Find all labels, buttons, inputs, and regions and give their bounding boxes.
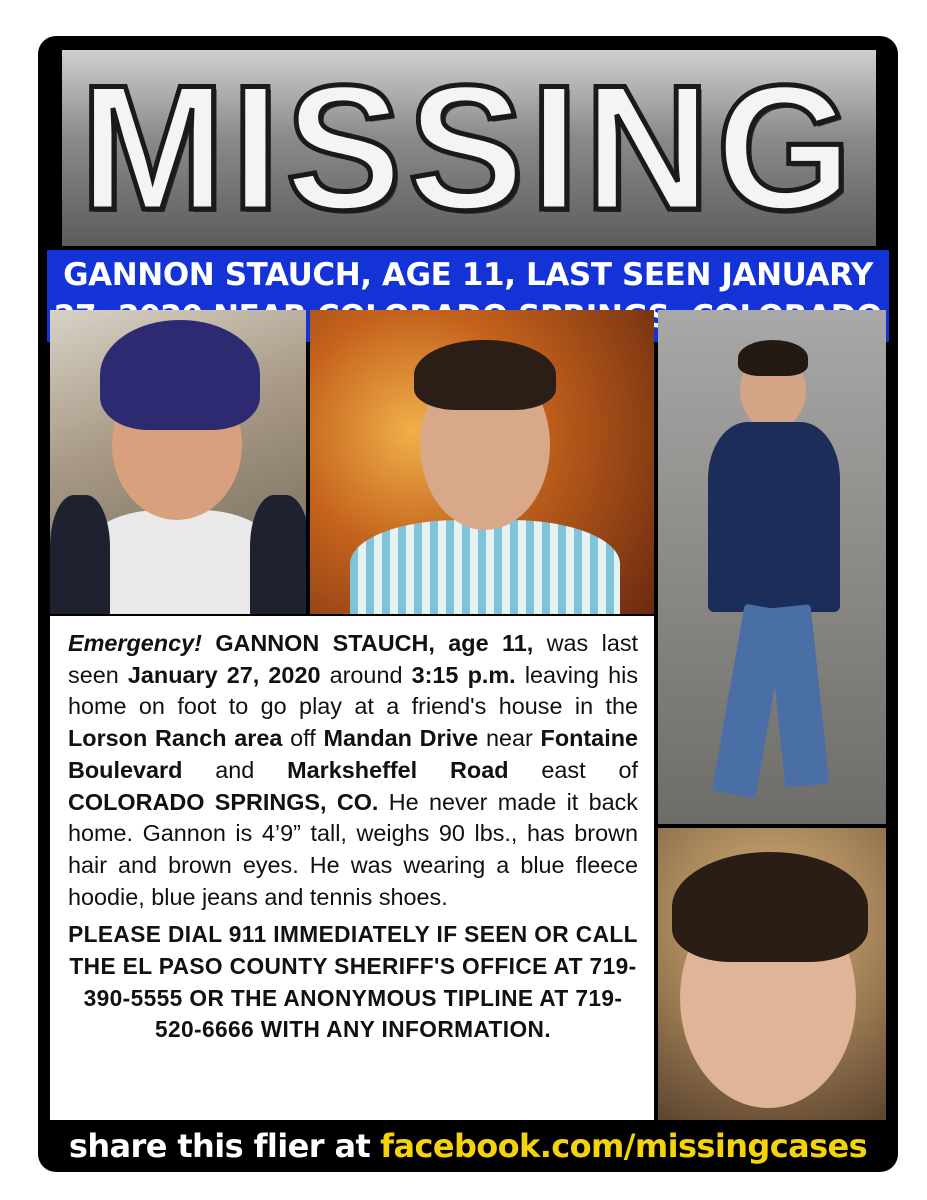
dark-hair: [738, 340, 808, 376]
dark-hair: [672, 852, 868, 962]
text-segment: leaving his home on foot to go play at a friend's house in the: [68, 661, 639, 720]
purple-beanie: [100, 320, 260, 430]
missing-flier: [38, 36, 898, 1172]
text-segment: He never made it back home. Gannon is 4’9” tall, weighs 90 lbs., has brown hair and brown eyes. He was wearing a blue fleece hoodie, blue jeans and tennis shoes.: [68, 788, 638, 910]
city-name: COLORADO SPRINGS, CO.: [68, 788, 379, 815]
banner-line-1: GANNON STAUCH, AGE 11, LAST SEEN JANUARY: [63, 257, 873, 293]
street-name: Marksheffel Road: [287, 756, 509, 783]
description-text: [68, 628, 638, 913]
street-name: Fontaine Boulevard: [68, 725, 638, 783]
missing-title: MISSING: [80, 50, 858, 246]
text-segment: near: [485, 725, 533, 752]
description-panel: [50, 616, 654, 1120]
emergency-label: Emergency!: [68, 630, 202, 656]
share-footer: [38, 1120, 898, 1172]
text-segment: and: [215, 756, 255, 783]
photo-closeup: [658, 828, 886, 1120]
last-seen-date: January 27, 2020: [127, 661, 321, 688]
area-name: Lorson Ranch area: [68, 725, 283, 752]
share-lead: share this flier at: [68, 1127, 371, 1165]
photo-full-body: [658, 310, 886, 824]
missing-header: [62, 50, 876, 246]
last-seen-time: 3:15 p.m.: [411, 661, 516, 688]
text-segment: was last seen: [68, 630, 639, 688]
call-to-action: PLEASE DIAL 911 IMMEDIATELY IF SEEN OR CALL THE EL PASO COUNTY SHERIFF'S OFFICE AT 719-390-5555 OR THE ANONYMOUS TIPLINE AT 719-520-6666 WITH ANY INFORMATION.: [68, 921, 638, 1043]
dark-hair: [414, 340, 556, 410]
photo-beanie: [50, 310, 306, 614]
street-name: Mandan Drive: [323, 725, 479, 752]
plaid-shirt: [350, 520, 620, 614]
facebook-link[interactable]: facebook.com/missingcases: [380, 1127, 868, 1165]
jeans-right: [767, 604, 830, 788]
text-segment: off: [290, 725, 316, 752]
jacket-right: [250, 495, 306, 614]
blue-jacket: [708, 422, 840, 612]
photo-portrait: [310, 310, 654, 614]
text-segment: around: [329, 661, 403, 688]
text-segment: east of: [541, 756, 638, 783]
jacket-left: [50, 495, 110, 614]
name-age: GANNON STAUCH, age 11,: [215, 630, 534, 656]
